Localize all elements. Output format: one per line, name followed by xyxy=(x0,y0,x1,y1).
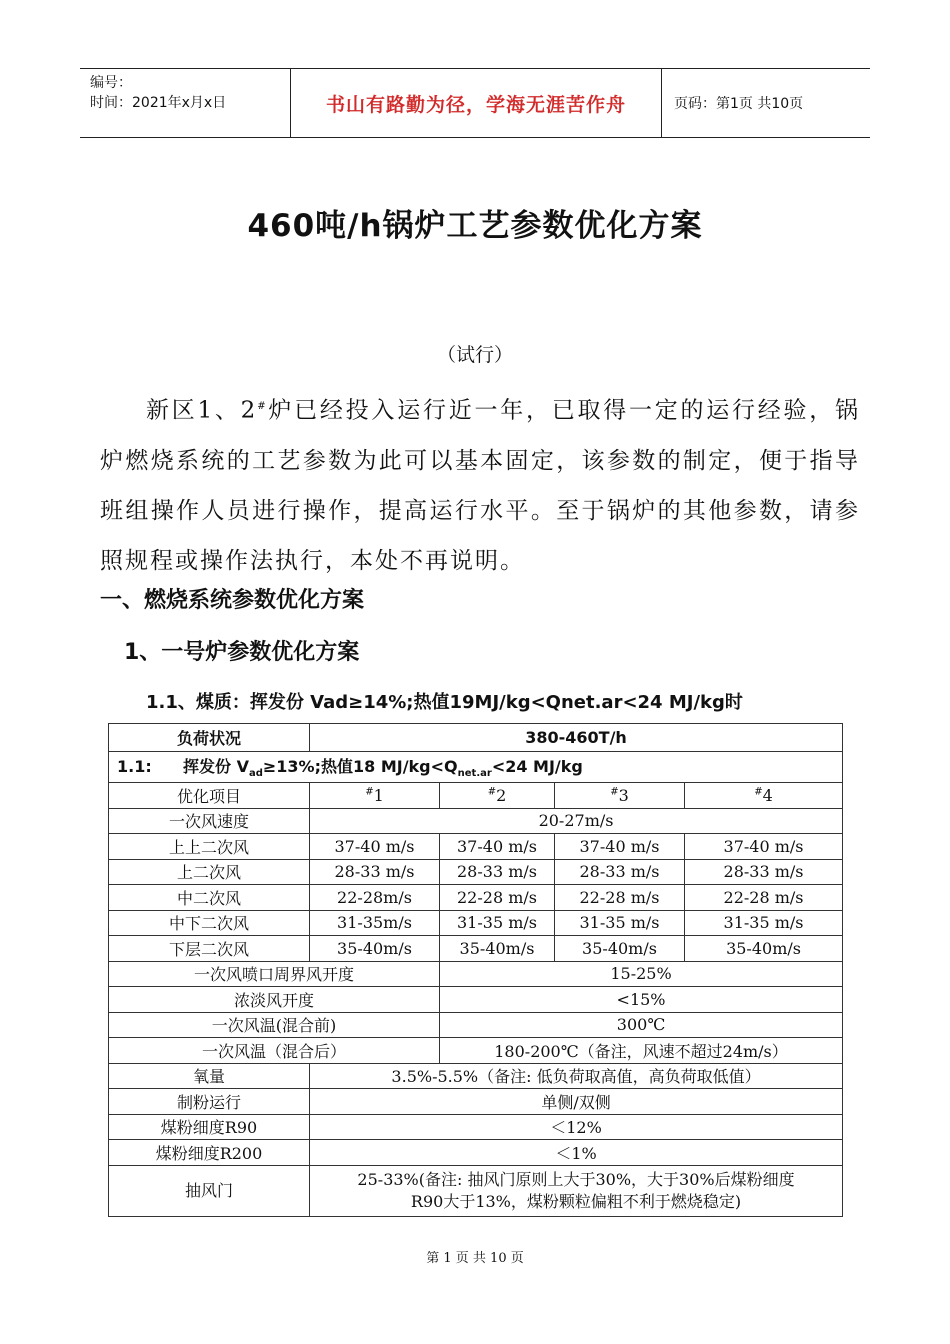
row-value: ＜12% xyxy=(310,1114,843,1140)
date-label: 时间：2021年x月x日 xyxy=(90,95,227,111)
cell-value: 35-40m/s xyxy=(555,936,685,962)
cell-value: 31-35m/s xyxy=(310,910,440,936)
row-label: 一次风喷口周界风开度 xyxy=(109,961,440,987)
document-title: 460吨/h锅炉工艺参数优化方案 xyxy=(247,208,703,244)
cell-value: 28-33 m/s xyxy=(685,859,843,885)
row-label: 煤粉细度R200 xyxy=(109,1140,310,1166)
table-row xyxy=(109,783,843,809)
row-value: 单侧/双侧 xyxy=(310,1089,843,1115)
col-header-3: #3 xyxy=(555,783,685,809)
table-row xyxy=(109,752,843,783)
cell-value: 22-28 m/s xyxy=(555,885,685,911)
table-row xyxy=(109,885,843,911)
row-value: 20-27m/s xyxy=(310,808,843,834)
load-value: 380-460T/h xyxy=(310,724,843,752)
table-row xyxy=(109,859,843,885)
table-row xyxy=(109,910,843,936)
item-header: 优化项目 xyxy=(109,783,310,809)
cell-value: 28-33 m/s xyxy=(310,859,440,885)
cell-value: 28-33 m/s xyxy=(440,859,555,885)
row-label: 中二次风 xyxy=(109,885,310,911)
row-value: ＜1% xyxy=(310,1140,843,1166)
section-heading-1-1: 1、一号炉参数优化方案 xyxy=(124,640,360,665)
row-value: 15-25% xyxy=(440,961,843,987)
table-row xyxy=(109,1165,843,1216)
table-row xyxy=(109,936,843,962)
damper-line-2: R90大于13%，煤粉颗粒偏粗不利于燃烧稳定) xyxy=(410,1191,742,1211)
condition-mid: ≥13%;热值18 MJ/kg<Q xyxy=(262,757,458,777)
page-header xyxy=(80,68,870,138)
row-label: 下层二次风 xyxy=(109,936,310,962)
intro-paragraph xyxy=(100,382,860,586)
table-row xyxy=(109,724,843,752)
motto: 书山有路勤为径，学海无涯苦作舟 xyxy=(325,93,626,116)
parameter-table xyxy=(108,723,843,1217)
condition-cell xyxy=(109,752,843,783)
col-header-2: #2 xyxy=(440,783,555,809)
intro-post: 炉已经投入运行近一年，已取得一定的运行经验，锅炉燃烧系统的工艺参数为此可以基本固定，该参数的制定，便于指导班组操作人员进行操作，提高运行水平。至于锅炉的其他参数，请参照规程或操作法执行，本处不再说明。 xyxy=(100,397,860,574)
row-value: <15% xyxy=(440,987,843,1013)
cell-value: 35-40m/s xyxy=(685,936,843,962)
number-label: 编号： xyxy=(90,75,132,91)
row-value: 3.5%-5.5%（备注: 低负荷取高值，高负荷取低值） xyxy=(310,1063,843,1089)
cell-value: 31-35 m/s xyxy=(555,910,685,936)
condition-number: 1.1: xyxy=(117,757,152,777)
row-value: 300℃ xyxy=(440,1012,843,1038)
row-label: 煤粉细度R90 xyxy=(109,1114,310,1140)
row-label: 一次风温(混合前) xyxy=(109,1012,440,1038)
row-label: 氧量 xyxy=(109,1063,310,1089)
row-label: 浓淡风开度 xyxy=(109,987,440,1013)
row-label: 上上二次风 xyxy=(109,834,310,860)
section-heading-1-1-1: 1.1、煤质：挥发份 Vad≥14%;热值19MJ/kg<Qnet.ar<24 MJ/kg时 xyxy=(146,692,743,713)
table-row xyxy=(109,961,843,987)
cell-value: 31-35 m/s xyxy=(685,910,843,936)
row-label: 中下二次风 xyxy=(109,910,310,936)
col-header-4: #4 xyxy=(685,783,843,809)
table-row xyxy=(109,1114,843,1140)
page-footer: 第 1 页 共 10 页 xyxy=(426,1251,524,1266)
table-row xyxy=(109,1063,843,1089)
cell-value: 22-28 m/s xyxy=(685,885,843,911)
cell-value: 37-40 m/s xyxy=(555,834,685,860)
condition-sub-ad: ad xyxy=(248,768,263,780)
load-label: 负荷状况 xyxy=(109,724,310,752)
row-label: 制粉运行 xyxy=(109,1089,310,1115)
table-row xyxy=(109,834,843,860)
cell-value: 22-28m/s xyxy=(310,885,440,911)
row-label: 抽风门 xyxy=(109,1165,310,1216)
table-row xyxy=(109,1089,843,1115)
cell-value: 35-40m/s xyxy=(310,936,440,962)
condition-sub-net: net.ar xyxy=(457,768,492,780)
header-meta xyxy=(80,69,290,137)
header-motto-cell xyxy=(290,69,662,137)
table-row xyxy=(109,987,843,1013)
cell-value: 37-40 m/s xyxy=(440,834,555,860)
row-value: 180-200℃（备注，风速不超过24m/s） xyxy=(440,1038,843,1064)
cell-value: 37-40 m/s xyxy=(685,834,843,860)
table-row xyxy=(109,1038,843,1064)
cell-value: 35-40m/s xyxy=(440,936,555,962)
intro-pre: 新区1、2 xyxy=(146,397,258,424)
page-info: 页码：第1页 共10页 xyxy=(674,96,804,112)
header-page-info xyxy=(662,69,803,137)
table-row xyxy=(109,1140,843,1166)
col-header-1: #1 xyxy=(310,783,440,809)
table-row xyxy=(109,808,843,834)
condition-post: <24 MJ/kg xyxy=(491,757,583,777)
document-subtitle: （试行） xyxy=(436,344,513,366)
cell-value: 22-28 m/s xyxy=(440,885,555,911)
row-label: 一次风温（混合后） xyxy=(109,1038,440,1064)
condition-pre: 挥发份 V xyxy=(183,757,249,777)
cell-value: 37-40 m/s xyxy=(310,834,440,860)
section-heading-1: 一、燃烧系统参数优化方案 xyxy=(100,588,365,613)
damper-line-1: 25-33%(备注: 抽风门原则上大于30%，大于30%后煤粉细度 xyxy=(357,1169,795,1189)
row-label: 一次风速度 xyxy=(109,808,310,834)
cell-value: 31-35 m/s xyxy=(440,910,555,936)
row-label: 上二次风 xyxy=(109,859,310,885)
intro-sup: # xyxy=(257,401,268,412)
table-row xyxy=(109,1012,843,1038)
row-value xyxy=(310,1165,843,1216)
cell-value: 28-33 m/s xyxy=(555,859,685,885)
